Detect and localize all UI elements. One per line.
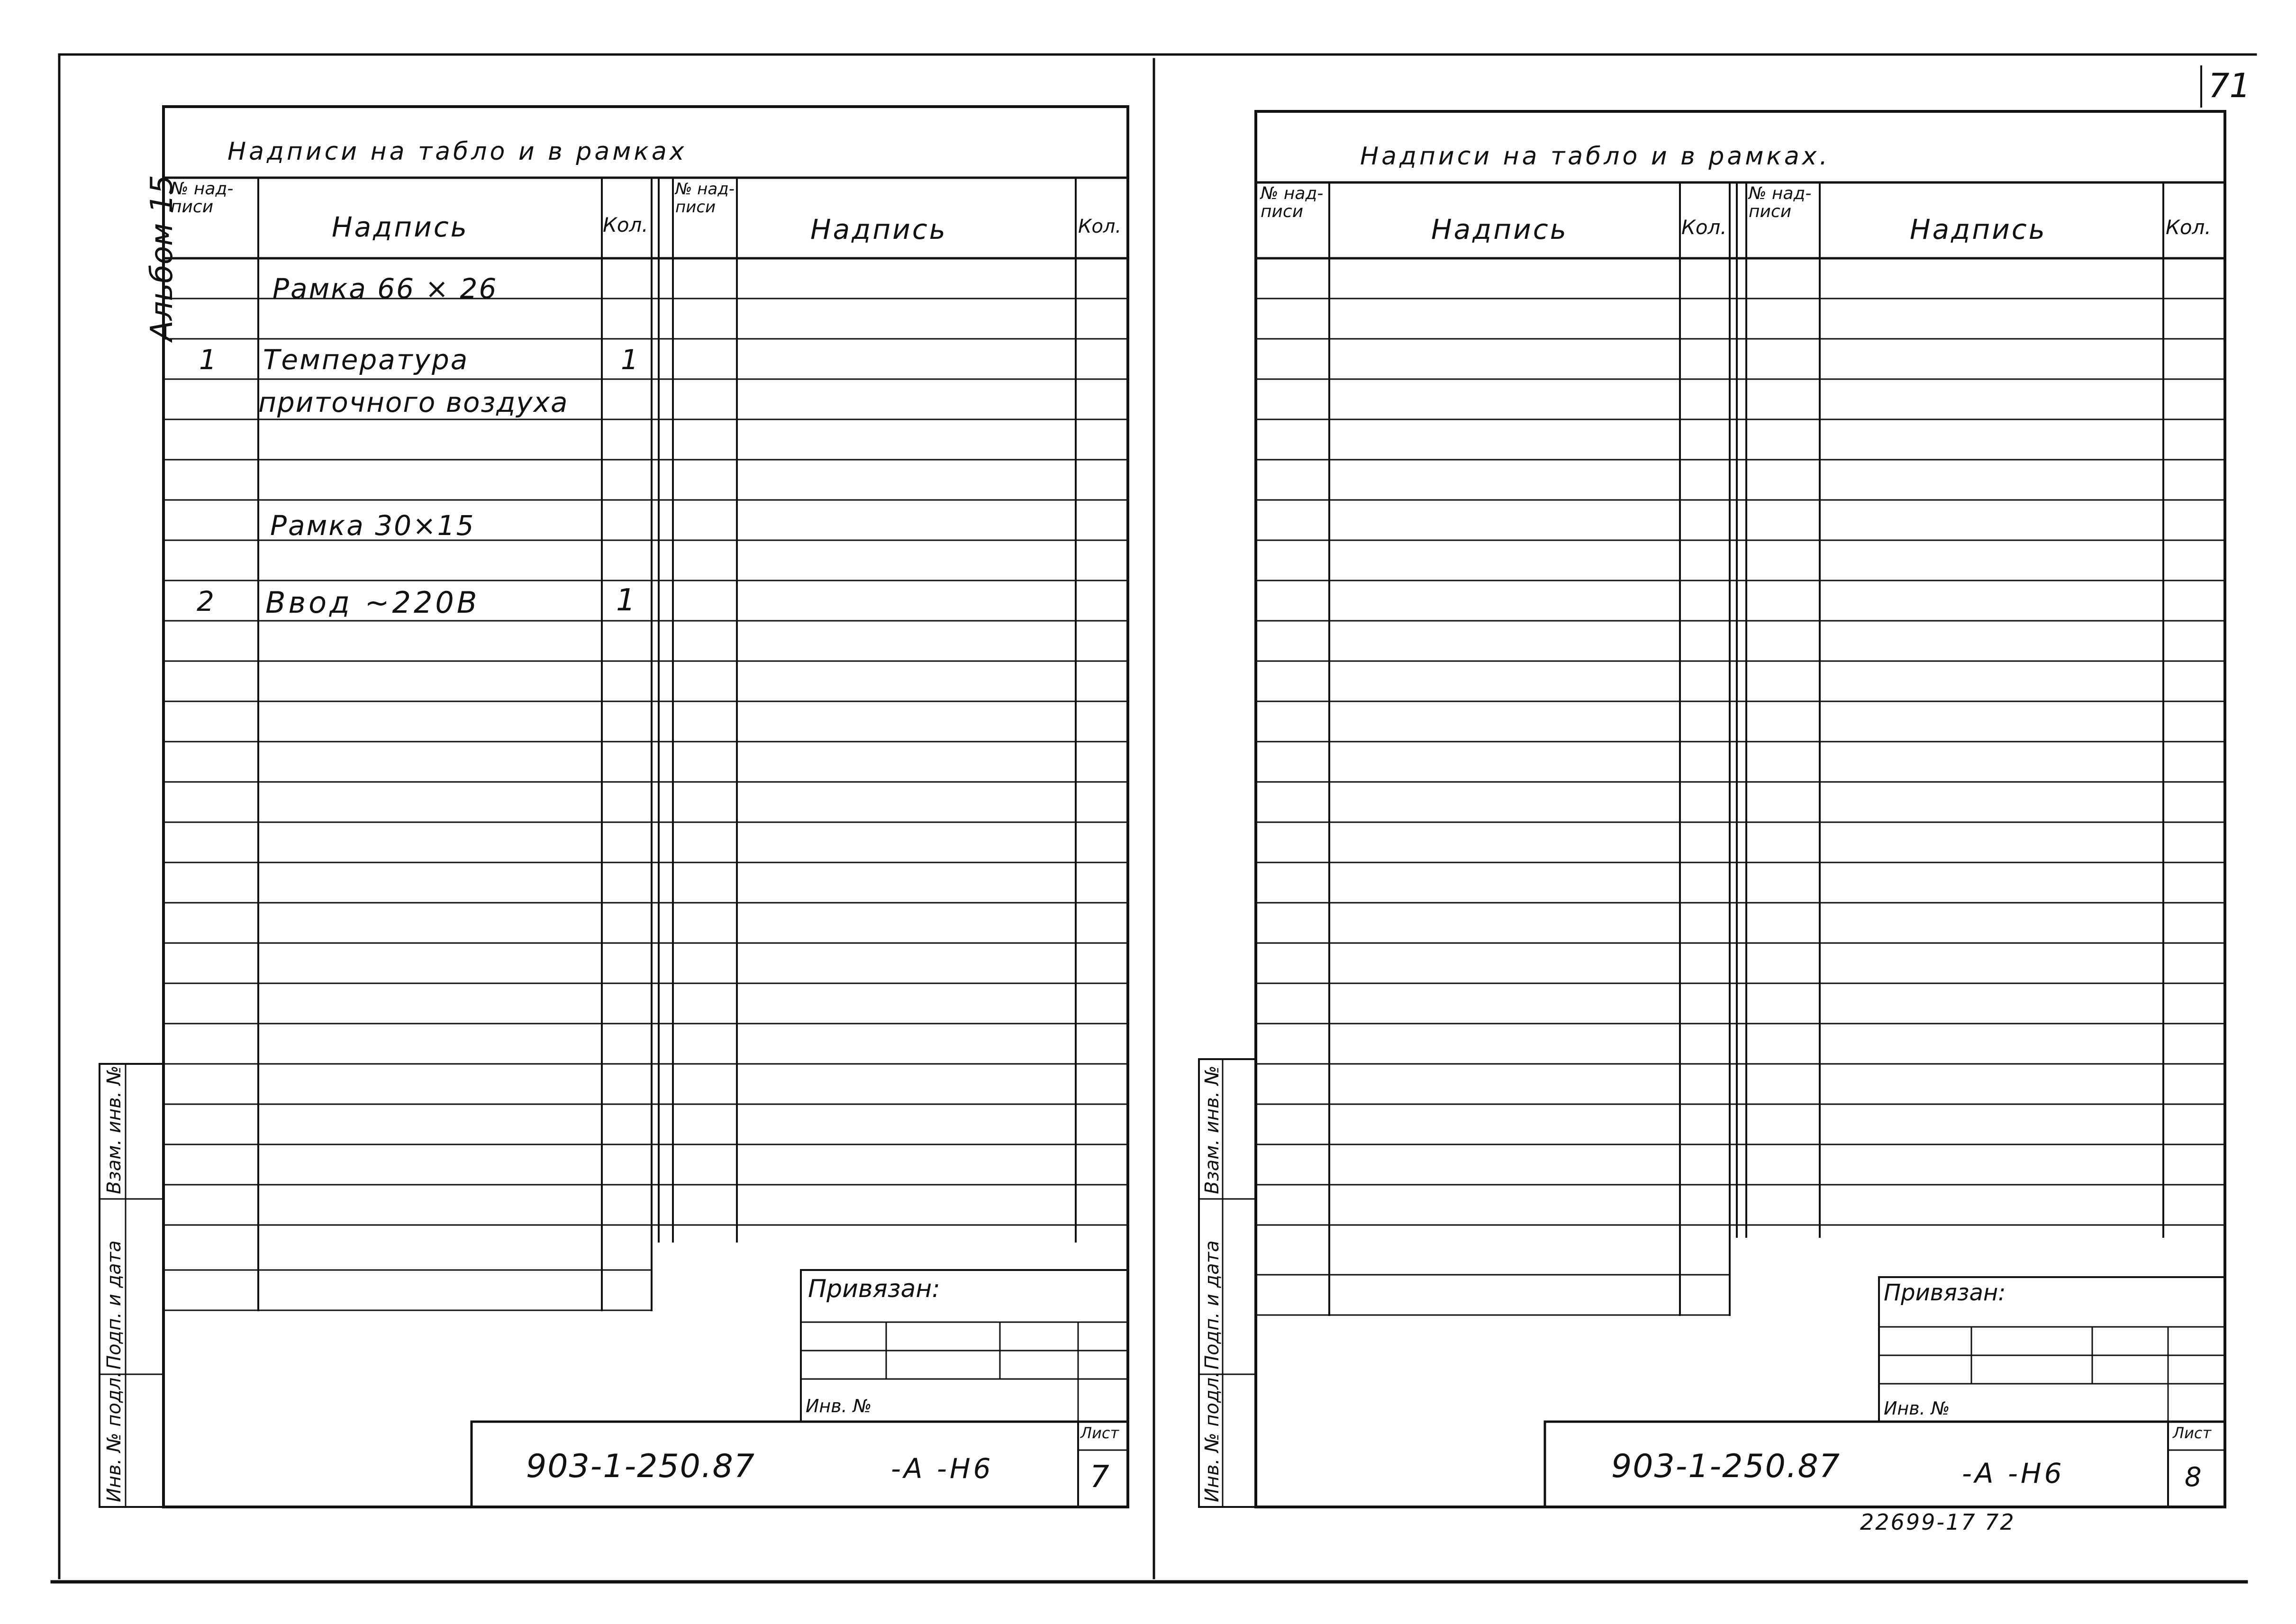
- left-side-stamp-inv-original: Инв. № подл.: [103, 1371, 125, 1502]
- left-doc-code: 903-1-250.87: [526, 1448, 756, 1485]
- right-col-qty-header-2: Кол.: [2166, 216, 2211, 239]
- footer-archive-code: 22699-17 72: [1860, 1509, 2015, 1535]
- left-doc-suffix: -А -Н6: [891, 1452, 994, 1485]
- right-sheet-number: 8: [2185, 1462, 2202, 1493]
- right-doc-suffix: -А -Н6: [1962, 1457, 2065, 1489]
- left-col-number-header: № над-писи: [171, 179, 234, 217]
- left-header-title: Надписи на табло и в рамках: [227, 137, 687, 166]
- left-side-stamp-sign-date: Подп. и дата: [103, 1240, 125, 1370]
- table-row-text: Рамка 30×15: [270, 509, 475, 542]
- table-row-qty: 1: [621, 344, 638, 376]
- left-sheet-number: 7: [1090, 1460, 1109, 1495]
- left-inv-label: Инв. №: [806, 1396, 872, 1416]
- left-col-number-header-2: № над-писи: [675, 180, 735, 217]
- right-col-number-header: № над-писи: [1261, 184, 1324, 221]
- left-side-stamp-replacement: Взам. инв. №: [103, 1065, 125, 1194]
- left-sheet-label: Лист: [1080, 1424, 1119, 1442]
- table-row-text: Рамка 66 × 26: [272, 272, 498, 305]
- right-col-number-header-2: № над-писи: [1749, 184, 1812, 221]
- left-col-text-header: Надпись: [332, 211, 469, 243]
- left-col-qty-header-2: Кол.: [1078, 216, 1122, 237]
- right-side-stamp-replacement: Взам. инв. №: [1201, 1065, 1223, 1194]
- right-sheet-label: Лист: [2173, 1424, 2212, 1442]
- corner-page-number: 71: [2208, 66, 2251, 105]
- table-row-qty: 1: [616, 583, 635, 618]
- right-doc-code: 903-1-250.87: [1611, 1448, 1841, 1485]
- table-row-text: приточного воздуха: [258, 386, 569, 418]
- table-row-text: Температура: [263, 344, 469, 376]
- left-col-qty-header: Кол.: [603, 213, 648, 236]
- right-header-title: Надписи на табло и в рамках.: [1360, 142, 1831, 171]
- right-col-qty-header: Кол.: [1681, 216, 1727, 239]
- left-col-text-header-2: Надпись: [810, 213, 947, 245]
- album-label: Альбом 15: [145, 174, 180, 341]
- right-side-stamp-sign-date: Подп. и дата: [1201, 1240, 1223, 1370]
- table-row-text: Ввод ~220В: [265, 585, 480, 620]
- table-row-number: 2: [197, 585, 214, 617]
- right-bound-label: Привязан:: [1884, 1279, 2006, 1306]
- right-col-text-header: Надпись: [1431, 213, 1568, 245]
- right-side-stamp-inv-original: Инв. № подл.: [1201, 1371, 1223, 1502]
- table-row-number: 1: [199, 344, 217, 376]
- right-col-text-header-2: Надпись: [1910, 213, 2047, 245]
- right-inv-label: Инв. №: [1884, 1398, 1950, 1419]
- left-bound-label: Привязан:: [808, 1275, 940, 1303]
